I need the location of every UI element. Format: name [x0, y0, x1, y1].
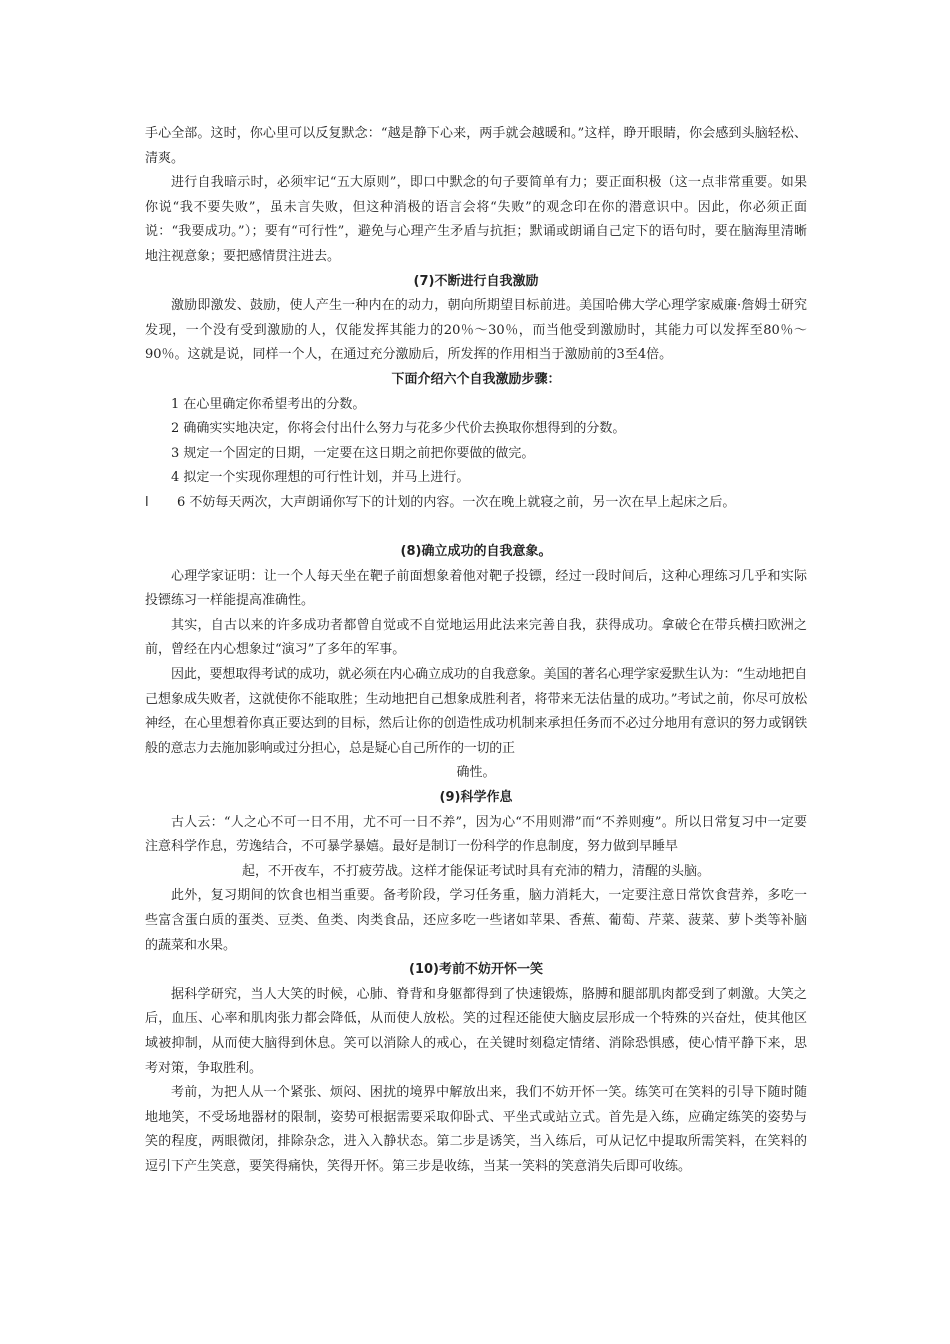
paragraph-relaxation-end: 手心全部。这时，你心里可以反复默念：“越是静下心来，两手就会越暖和。”这样，睁开眼睛，你会感到头脑轻松、清爽。: [145, 126, 807, 166]
steps-heading: 下面介绍六个自我激励步骤：: [391, 371, 561, 387]
paragraph-diet: 此外，复习期间的饮食也相当重要。备考阶段，学习任务重，脑力消耗大，一定要注意日常饮食营养，多吃一些富含蛋白质的蛋类、豆类、鱼类、肉类食品，还应多吃一些诸如苹果、香蕉、葡萄、芹菜、菠菜、萝卜类等补脑的蔬菜和水果。: [145, 888, 807, 953]
step-6-text: 6 不妨每天两次，大声朗诵你写下的计划的内容。一次在晚上就寝之前，另一次在早上起床之后。: [177, 494, 736, 510]
paragraph-self-image-end: 确性。: [456, 765, 496, 781]
paragraph-napoleon: 其实，自古以来的许多成功者都曾自觉或不自觉地运用此法来完善自我，获得成功。拿破仑在带兵横扫欧洲之前，曾经在内心想象过“演习”了多年的军事。: [145, 617, 807, 658]
list-marker: l: [145, 494, 149, 510]
step-4: 4 拟定一个实现你理想的可行性计划，并马上进行。: [171, 470, 470, 486]
paragraph-laughter-practice: 考前，为把人从一个紧张、烦闷、困扰的境界中解放出来，我们不妨开怀一笑。练笑可在笑料的引导下随时随地地笑，不受场地器材的限制，姿势可根据需要采取仰卧式、平坐式或站立式。首先是入练，应确定练笑的姿势与笑的程度，两眼微闭，排除杂念，进入入静状态。第二步是诱笑，当入练后，可从记忆中提取所需笑料，在笑料的逗引下产生笑意，要笑得痛快，笑得开怀。第三步是收练，当某一笑料的笑意消失后即可收练。: [145, 1085, 807, 1174]
step-6: [145, 491, 807, 516]
blank-line: [145, 516, 807, 541]
paragraph-scientific-rest-end: 起，不开夜车，不打疲劳战。这样才能保证考试时具有充沛的精力，清醒的头脑。: [241, 863, 710, 879]
paragraph-motivation: 激励即激发、鼓励，使人产生一种内在的动力，朝向所期望目标前进。美国哈佛大学心理学家威廉·詹姆士研究发现，一个没有受到激励的人，仅能发挥其能力的20％～30％，而当他受到激励时，其能力可以发挥至80％～90％。这就是说，同样一个人，在通过充分激励后，所发挥的作用相当于激励前的3至4倍。: [145, 298, 807, 363]
step-1: 1 在心里确定你希望考出的分数。: [171, 396, 366, 412]
step-2: 2 确确实实地决定，你将会付出什么努力与花多少代价去换取你想得到的分数。: [171, 421, 626, 437]
paragraph-psychology-proof: 心理学家证明：让一个人每天坐在靶子前面想象着他对靶子投镖，经过一段时间后，这种心理练习几乎和实际投镖练习一样能提高准确性。: [145, 568, 807, 609]
section-heading-8: (8)确立成功的自我意象。: [400, 544, 552, 560]
document-body: [145, 122, 807, 1180]
paragraph-scientific-rest: 古人云：“人之心不可一日不用，尤不可一日不养”，因为心“不用则滞”而“不养则瘦”。所以日常复习中一定要注意科学作息，劳逸结合，不可暴学暴嬉。最好是制订一份科学的作息制度，努力做到早睡早: [145, 814, 807, 855]
section-heading-10: (10)考前不妨开怀一笑: [409, 962, 543, 978]
paragraph-self-image: 因此，要想取得考试的成功，就必须在内心确立成功的自我意象。美国的著名心理学家爱默生认为：“生动地把自己想象成失败者，这就使你不能取胜；生动地把自己想象成胜利者，将带来无法估量的成功。”考试之前，你尽可放松神经，在心里想着你真正要达到的目标，然后让你的创造性成功机制来承担任务而不必过分地用有意识的努力或钢铁般的意志力去施加影响或过分担心，总是疑心自己所作的一切的正: [145, 667, 807, 756]
step-3: 3 规定一个固定的日期，一定要在这日期之前把你要做的做完。: [171, 445, 535, 461]
section-heading-9: (9)科学作息: [439, 790, 513, 806]
paragraph-laughter-research: 据科学研究，当人大笑的时候，心肺、脊背和身躯都得到了快速锻炼，胳膊和腿部肌肉都受到了刺激。大笑之后，血压、心率和肌肉张力都会降低，从而使人放松。笑的过程还能使大脑皮层形成一个特殊的兴奋灶，使其他区域被抑制，从而使大脑得到休息。笑可以消除人的戒心，在关键时刻稳定情绪、消除恐惧感，使心情平静下来，思考对策，争取胜利。: [145, 986, 807, 1076]
section-heading-7: (7)不断进行自我激励: [413, 273, 539, 289]
paragraph-self-suggestion: 进行自我暗示时，必须牢记“五大原则”，即口中默念的句子要简单有力；要正面积极（这一点非常重要。如果你说“我不要失败”，虽未言失败，但这种消极的语言会将“失败”的观念印在你的潜意识中。因此，你必须正面说：“我要成功。”）；要有“可行性”，避免与心理产生矛盾与抗拒；默诵或朗诵自己定下的语句时，要在脑海里清晰地注视意象；要把感情贯注进去。: [145, 175, 807, 264]
